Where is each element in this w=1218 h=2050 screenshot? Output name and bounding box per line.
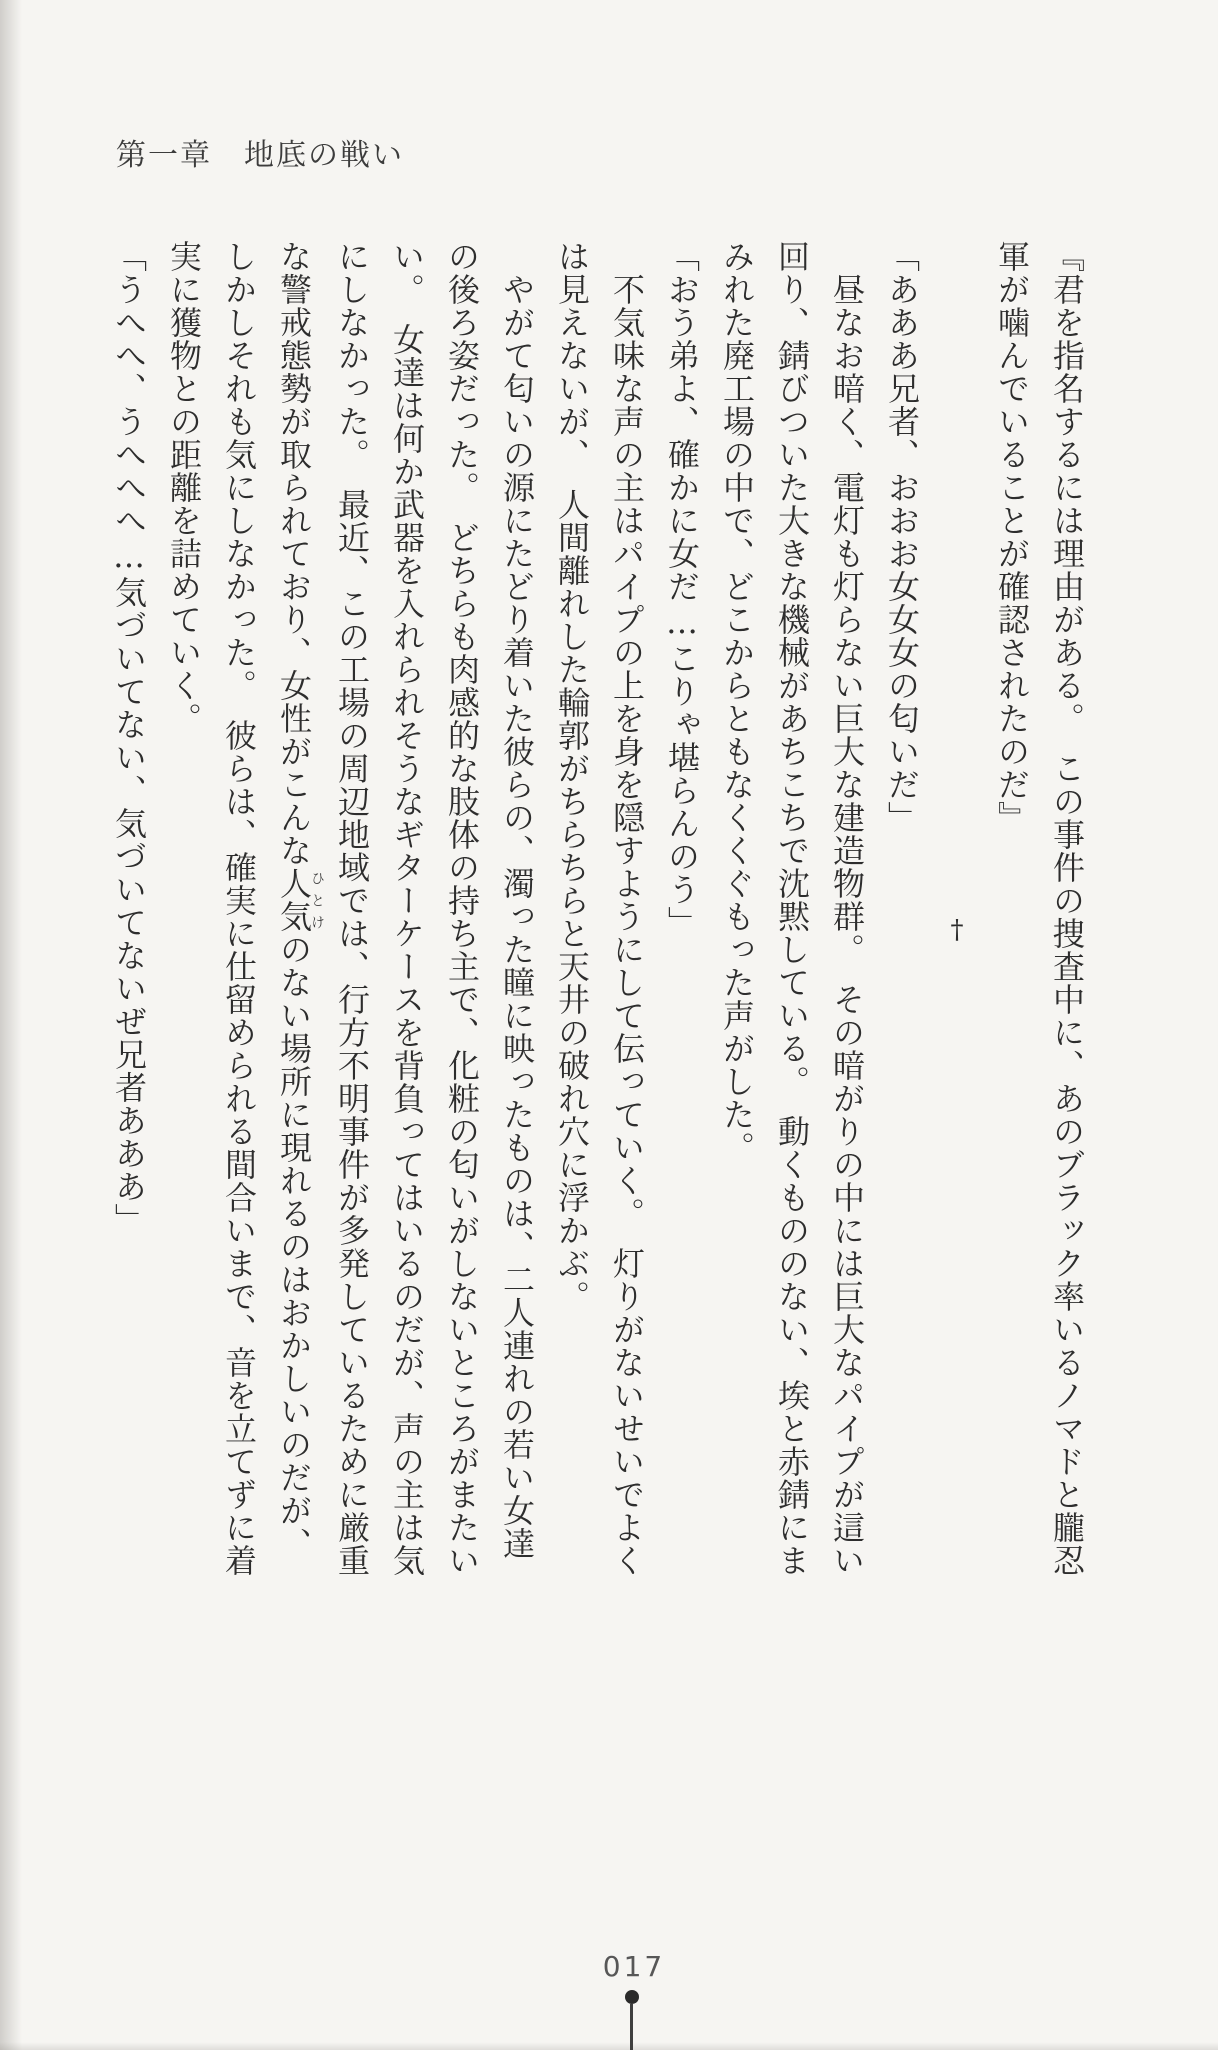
text-column: やがて匂いの源にたどり着いた彼らの、濁った瞳に映ったものは、二人連れの若い女達 [498, 240, 536, 1560]
text-column: 回り、錆びついた大きな機械があちこちで沈黙している。 動くもののない、埃と赤錆にま [773, 240, 811, 1577]
text-column: 実に獲物との距離を詰めていく。 [165, 240, 203, 735]
footer-dot-mark [625, 1990, 639, 2004]
text-column: 「おう弟よ、確かに女だ…こりゃ堪らんのう」 [663, 240, 701, 939]
text-column: しかしそれも気にしなかった。 彼らは、確実に仕留められる間合いまで、音を立てずに着 [220, 240, 258, 1577]
page-number: 017 [602, 1950, 666, 1983]
scan-edge-shadow-left [0, 0, 22, 2050]
text-block [100, 240, 1094, 1620]
footer-trim-line [630, 2004, 633, 2050]
text-column: 「あああ兄者、おおお女女女の匂いだ」 [883, 240, 921, 834]
text-column: 昼なお暗く、電灯も灯らない巨大な建造物群。 その暗がりの中には巨大なパイプが這い [828, 240, 866, 1577]
text-column: は見えないが、 人間離れした輪郭がちらちらと天井の破れ穴に浮かぶ。 [553, 240, 591, 1313]
text-column: 「うへへ、うへへへ…気づいてない、気づいてないぜ兄者あああ」 [110, 240, 148, 1236]
text-column: みれた廃工場の中で、どこからともなくくぐもった声がした。 [718, 240, 756, 1164]
chapter-header: 第一章 地底の戦い [116, 138, 404, 173]
text-column: な警戒態勢が取られており、女性がこんな人気ひとけのない場所に現れるのはおかしいのだが、 [275, 240, 325, 1560]
scan-edge-shadow-bottom [0, 2042, 1218, 2050]
text-column: 『君を指名するには理由がある。 この事件の捜査中に、あのブラック率いるノマドと朧忍 [1048, 240, 1086, 1577]
section-separator-dagger: † [942, 914, 972, 946]
text-column: い。 女達は何か武器を入れられそうなギターケースを背負ってはいるのだが、声の主は気 [388, 240, 426, 1577]
text-column: 不気味な声の主はパイプの上を身を隠すようにして伝っていく。 灯りがないせいでよく [608, 240, 646, 1577]
text-column: の後ろ姿だった。 どちらも肉感的な肢体の持ち主で、化粧の匂いがしないところがまたい [443, 240, 481, 1577]
text-column: 軍が噛んでいることが確認されたのだ』 [993, 240, 1031, 834]
ruby-annotation: 人気ひとけ [275, 867, 325, 933]
text-column: にしなかった。 最近、この工場の周辺地域では、行方不明事件が多発しているために厳重 [333, 240, 371, 1577]
